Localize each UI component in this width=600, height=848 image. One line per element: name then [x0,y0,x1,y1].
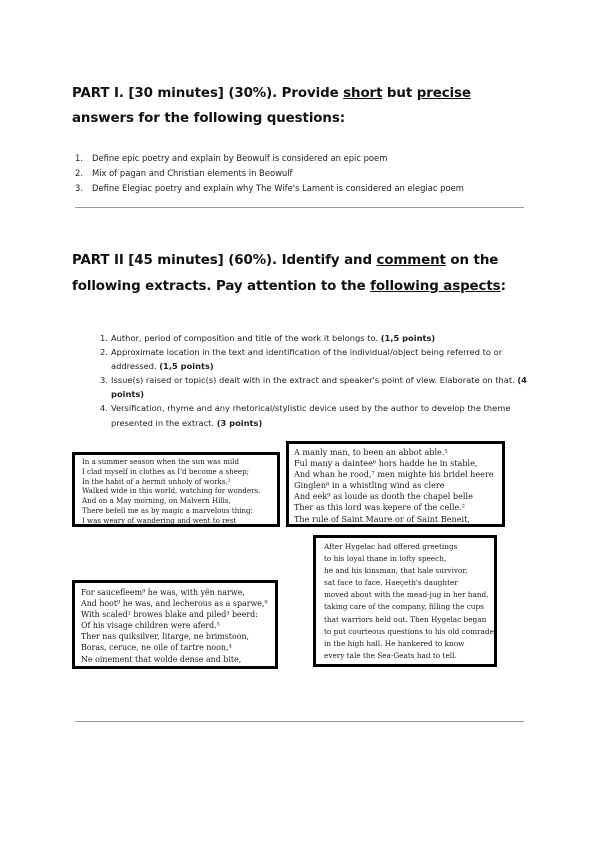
extract-line: There befell me as by magic a marvelous thing: [82,505,254,515]
question-item [72,181,464,196]
part1-heading-suffix: answers for the following questions: [72,111,345,126]
extract-line: With scaled¹ browes blake and piled³ beerd: [81,610,258,620]
aspect-number: 2. [100,347,108,358]
extract-line: Boras, ceruce, ne oile of tartre noon,⁴ [81,643,232,653]
extract-line: every tale the Sea-Geats had to tell. [324,650,457,660]
extract-beowulf [313,535,497,667]
extract-line: And hoot⁹ he was, and lecherous as a sparwe,⁹ [81,599,268,609]
divider-top [75,207,524,208]
extract-line: A manly man, to been an abbot able.⁵ [294,447,448,457]
extract-monk [286,441,505,527]
extract-line: moved about with the mead-jug in her hand, [324,590,489,600]
part2-heading [72,248,532,300]
aspect-item [100,401,528,429]
extract-piers-plowman [72,452,280,527]
extract-line: Ne oinement that wolde dense and bite, [81,654,242,664]
aspect-points: (1,5 points) [380,333,436,343]
question-number: 2. [75,168,83,178]
question-text: Define Elegiac poetry and explain why The Wife's Lament is considered an elegiac poem [92,183,464,193]
extract-line: In the habit of a hermit unholy of works,² [82,476,231,486]
part1-heading-mid: but [382,86,417,101]
extract-line: Ther as this lord was kepere of the celle.² [294,502,466,513]
extract-line: Walked wide in this world, watching for wonders. [82,486,261,496]
extract-line: Ginglen⁸ in a whistling wind as clere [294,480,445,491]
extract-line: The rule of Saint Maure or of Saint Beneit, [294,513,470,524]
part2-aspects [100,331,528,430]
part2-heading-mid: on the following extracts. Pay attention to the [72,253,499,294]
extract-line: Ther nas quiksilver, litarge, ne brimstoon, [81,632,250,642]
extract-line: And whan he rood,⁷ men mighte his bridel heere [294,469,494,480]
aspect-text: Versification, rhyme and any rhetorical/stylistic device used by the author to develop the theme presented in the extract. [111,403,511,428]
extract-line: Of his visage children were aferd.⁵ [81,621,220,631]
question-item [72,151,464,166]
part2-heading-comment: comment [376,253,446,268]
extract-line: Ful many a daintee⁶ hors hadde he in stable, [294,458,478,469]
extract-line: that warriors held out. Then Hygelac began [324,614,487,624]
extract-line: in the high hall. He hankered to know [324,638,465,648]
part2-heading-suffix: : [500,279,506,294]
aspect-item [100,373,528,401]
divider-bottom [75,721,524,722]
aspect-text: Approximate location in the text and identification of the individual/object being referred to or addressed. [111,347,503,372]
extract-line: to put courteous questions to his old comrade [324,626,494,636]
aspect-points: (3 points) [216,417,263,428]
extract-line: In a summer season when the sun was mild [82,457,239,466]
aspect-text: Author, period of composition and title of the work it belongs to. [111,333,381,343]
part1-heading-short: short [343,86,383,101]
extract-line: After Hygelac had offered greetings [324,542,458,551]
extract-line: taking care of the company, filling the cups [324,602,484,612]
extract-line: he and his kinsman, that hale survivor, [324,566,468,576]
aspect-item [100,331,528,345]
part1-heading-prefix: PART I. [30 minutes] (30%). Provide [72,86,344,101]
part1-questions [72,151,464,196]
question-number: 3. [75,183,83,193]
part2-heading-aspects: following aspects [370,279,501,294]
extract-summoner [72,580,278,669]
extract-line: to his loyal thane in lofty speech, [324,554,447,564]
question-text: Mix of pagan and Christian elements in Beowulf [92,168,293,178]
extract-line: And eek⁹ as loude as dooth the chapel belle [294,491,473,502]
aspect-item [100,345,528,373]
extract-line: I was weary of wandering and went to rest [82,515,237,525]
extract-line: sat face to face. Haeçeth's daughter [324,578,458,588]
extract-line: I clad myself in clothes as I'd become a sheep; [82,466,250,476]
aspect-points: (4 points) [111,375,527,400]
part2-heading-prefix: PART II [45 minutes] (60%). Identify and [72,253,377,268]
extract-line: For saucefleem⁹ he was, with yën narwe, [81,588,245,597]
extract-line: And on a May morning, on Malvern Hills, [82,496,231,506]
aspect-text: Issue(s) raised or topic(s) dealt with in the extract and speaker's point of view. Elaborate on that. [111,375,518,386]
question-text: Define epic poetry and explain by Beowulf is considered an epic poem [92,153,388,163]
aspect-number: 3. [100,375,108,386]
question-item [72,166,464,181]
question-number: 1. [75,153,83,163]
aspect-number: 4. [100,403,108,414]
part1-heading-precise: precise [416,86,471,101]
aspect-number: 1. [100,333,108,343]
part1-heading [72,81,532,131]
aspect-points: (1,5 points) [159,361,214,372]
